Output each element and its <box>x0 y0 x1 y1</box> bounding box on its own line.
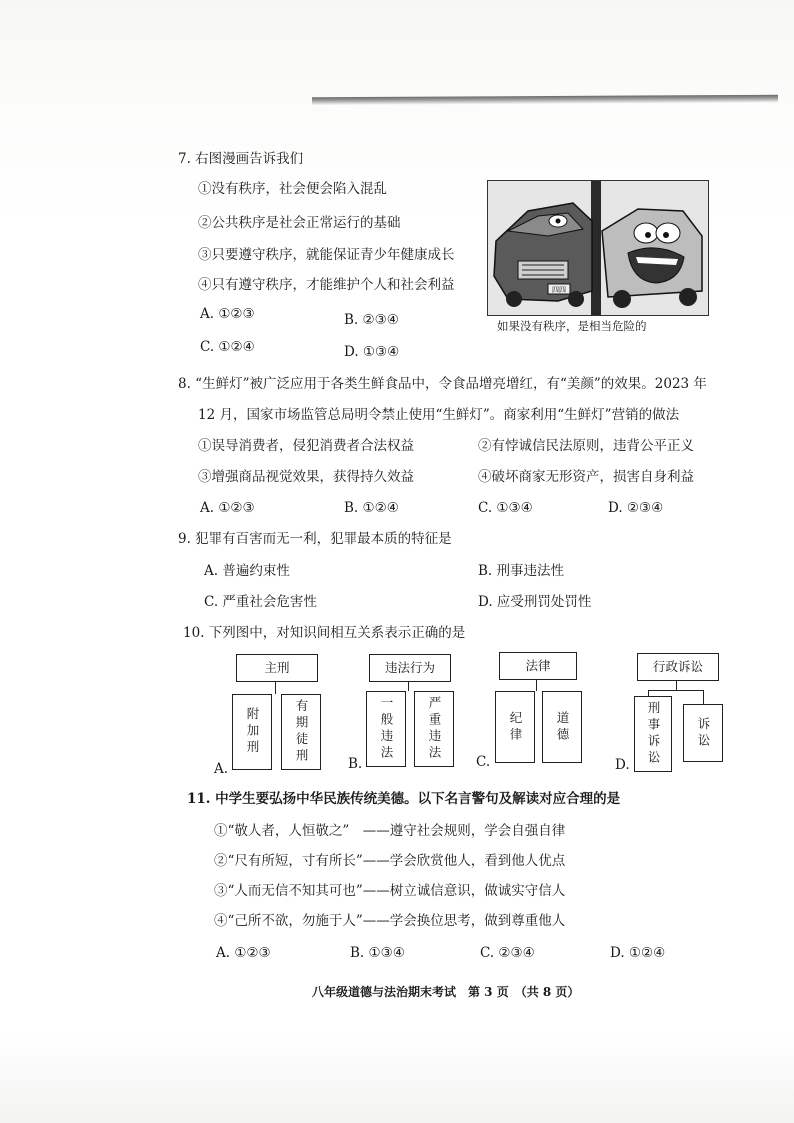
q8-line-2: 12 月，国家市场监管总局明令禁止使用“生鲜灯”。商家利用“生鲜灯”营销的做法 <box>198 407 680 423</box>
q7-option-4: ④只有遵守秩序，才能维护个人和社会利益 <box>198 277 455 293</box>
q8-line-1: 8. “生鲜灯”被广泛应用于各类生鲜食品中，令食品增亮增红，有“美颜”的效果。2023 年 <box>178 376 707 392</box>
q11-option-3: ③“人而无信不知其可也”——树立诚信意识，做诚实守信人 <box>214 883 566 899</box>
q7-title: 7. 右图漫画告诉我们 <box>178 151 304 167</box>
q8-option-1: ①误导消费者，侵犯消费者合法权益 <box>198 438 414 454</box>
q7-cartoon <box>487 180 709 316</box>
q11-choice-a: A. ①②③ <box>216 945 271 961</box>
q8-option-2: ②有悖诚信民法原则，违背公平正义 <box>478 438 694 454</box>
diagram-d-right: 诉讼 <box>683 704 723 762</box>
q7-choice-a: A. ①②③ <box>200 306 255 322</box>
page-footer: 八年级道德与法治期末考试 第 3 页 （共 8 页） <box>312 985 580 999</box>
q7-option-2: ②公共秩序是社会正常运行的基础 <box>198 215 401 231</box>
q7-caption: 如果没有秩序，是相当危险的 <box>497 319 647 333</box>
q11-choice-c: C. ②③④ <box>480 945 535 961</box>
q9-choice-c: C. 严重社会危害性 <box>204 594 317 610</box>
diagram-d-connector-v <box>676 680 677 690</box>
q11-choice-b: B. ①③④ <box>350 945 405 961</box>
diagram-d-letter: D. <box>615 757 630 773</box>
diagram-b-left: 一般违法 <box>366 691 406 767</box>
diagram-b-letter: B. <box>348 756 363 772</box>
diagram-c-connector <box>536 679 537 691</box>
q7-choice-d: D. ①③④ <box>344 344 400 360</box>
diagram-b-right: 严重违法 <box>414 691 454 767</box>
diagram-a-connector <box>275 681 276 694</box>
q8-choice-b: B. ①②④ <box>344 500 399 516</box>
q8-choice-d: D. ②③④ <box>608 500 664 516</box>
diagram-a-letter: A. <box>214 761 229 777</box>
q11-option-2: ②“尺有所短，寸有所长”——学会欣赏他人，看到他人优点 <box>214 853 566 869</box>
diagram-b-top: 违法行为 <box>369 654 451 682</box>
q8-choice-a: A. ①②③ <box>200 500 255 516</box>
diagram-c-right: 道德 <box>542 691 582 763</box>
q9-choice-b: B. 刑事违法性 <box>478 563 565 579</box>
diagram-c-left: 纪律 <box>495 691 535 763</box>
cartoon-illustration <box>488 181 708 315</box>
diagram-a-top: 主刑 <box>236 654 318 682</box>
diagram-d-top: 行政诉讼 <box>637 653 719 681</box>
scared-car-right-shape <box>602 209 702 308</box>
q8-choice-c: C. ①③④ <box>478 500 533 516</box>
q8-option-4: ④破坏商家无形资产，损害自身利益 <box>478 469 694 485</box>
q9-choice-a: A. 普遍约束性 <box>204 563 290 579</box>
q7-option-3: ③只要遵守秩序，就能保证青少年健康成长 <box>198 247 455 263</box>
q8-option-3: ③增强商品视觉效果，获得持久效益 <box>198 469 414 485</box>
q7-choice-c: C. ①②④ <box>200 339 255 355</box>
q10-title: 10. 下列图中，对知识间相互关系表示正确的是 <box>183 625 466 641</box>
diagram-d-left: 刑事诉讼 <box>634 696 672 772</box>
q11-title: 11. 中学生要弘扬中华民族传统美德。以下名言警句及解读对应合理的是 <box>187 791 621 807</box>
diagram-a-right: 有期徒刑 <box>281 694 321 770</box>
diagram-d-connector-h <box>648 690 704 691</box>
diagram-d-connector-r <box>703 690 704 704</box>
diagram-b-connector <box>408 681 409 691</box>
plate-text: 四四 <box>552 286 566 294</box>
q7-option-1: ①没有秩序，社会便会陷入混乱 <box>198 181 387 197</box>
q9-title: 9. 犯罪有百害而无一利，犯罪最本质的特征是 <box>178 531 452 547</box>
q9-choice-d: D. 应受刑罚处罚性 <box>478 594 592 610</box>
diagram-a-left: 附加刑 <box>232 694 272 770</box>
diagram-c-letter: C. <box>476 754 491 770</box>
q11-option-1: ①“敬人者，人恒敬之” ——遵守社会规则，学会自强自律 <box>214 823 566 839</box>
q11-choice-d: D. ①②④ <box>610 945 666 961</box>
q11-option-4: ④“己所不欲，勿施于人”——学会换位思考，做到尊重他人 <box>214 913 566 929</box>
q7-choice-b: B. ②③④ <box>344 312 399 328</box>
diagram-c-top: 法律 <box>499 652 577 680</box>
